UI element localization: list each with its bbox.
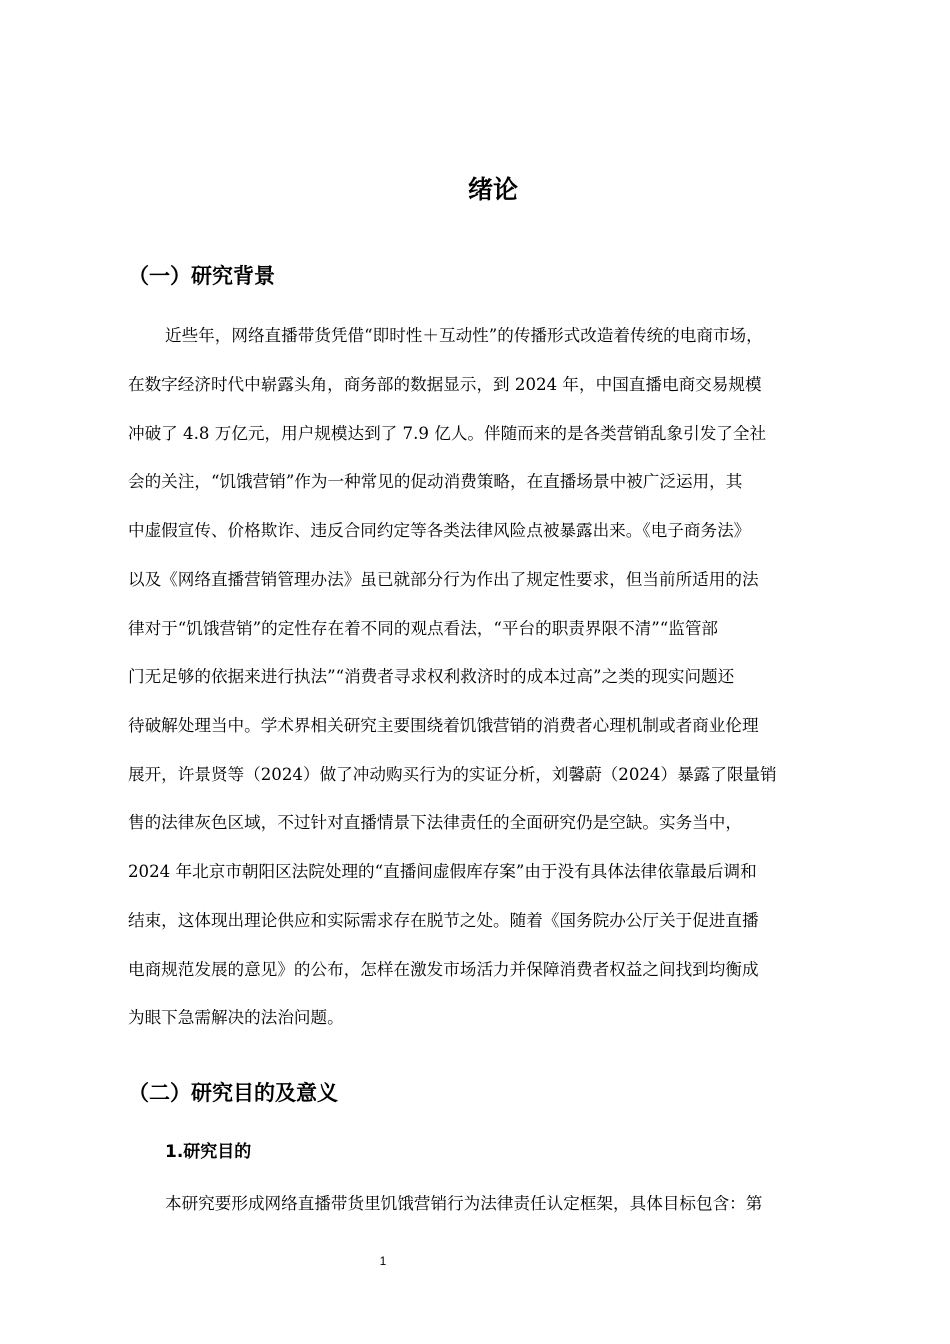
page-title: 绪论 bbox=[467, 175, 518, 204]
section-heading-purpose: （二）研究目的及意义 bbox=[128, 1081, 338, 1105]
paragraph-line: 2024 年北京市朝阳区法院处理的“直播间虚假库存案”由于没有具体法律依靠最后调和 bbox=[128, 862, 757, 881]
paragraph-line: 中虚假宣传、价格欺诈、违反合同约定等各类法律风险点被暴露出来。《电子商务法》 bbox=[128, 521, 751, 540]
paragraph-line: 门无足够的依据来进行执法”“消费者寻求权利救济时的成本过高”之类的现实问题还 bbox=[128, 667, 735, 686]
paragraph-line: 以及《网络直播营销管理办法》虽已就部分行为作出了规定性要求，但当前所适用的法 bbox=[128, 570, 759, 589]
subsection-heading-purpose: 1.研究目的 bbox=[165, 1142, 252, 1162]
paragraph-line: 售的法律灰色区域，不过针对直播情景下法律责任的全面研究仍是空缺。实务当中， bbox=[128, 813, 742, 832]
paragraph-line: 展开，许景贤等（2024）做了冲动购买行为的实证分析，刘馨蔚（2024）暴露了限量销 bbox=[128, 765, 777, 784]
paragraph-line: 近些年，网络直播带货凭借“即时性＋互动性”的传播形式改造着传统的电商市场， bbox=[165, 326, 763, 345]
paragraph-line: 本研究要形成网络直播带货里饥饿营销行为法律责任认定框架，具体目标包含：第 bbox=[165, 1194, 763, 1213]
paragraph-line: 冲破了 4.8 万亿元，用户规模达到了 7.9 亿人。伴随而来的是各类营销乱象引发了全社 bbox=[128, 424, 767, 443]
paragraph-line: 电商规范发展的意见》的公布，怎样在激发市场活力并保障消费者权益之间找到均衡成 bbox=[128, 960, 759, 979]
paragraph-line: 律对于“饥饿营销”的定性存在着不同的观点看法，“平台的职责界限不清”“监管部 bbox=[128, 619, 719, 638]
paragraph-line: 待破解处理当中。学术界相关研究主要围绕着饥饿营销的消费者心理机制或者商业伦理 bbox=[128, 716, 759, 735]
section-heading-background: （一）研究背景 bbox=[128, 264, 275, 288]
paragraph-line: 在数字经济时代中崭露头角，商务部的数据显示，到 2024 年，中国直播电商交易规模 bbox=[128, 375, 762, 394]
page-number: 1 bbox=[379, 1254, 387, 1268]
paragraph-line: 结束，这体现出理论供应和实际需求存在脱节之处。随着《国务院办公厅关于促进直播 bbox=[128, 911, 759, 930]
paragraph-line: 为眼下急需解决的法治问题。 bbox=[128, 1008, 344, 1027]
paragraph-line: 会的关注，“饥饿营销”作为一种常见的促动消费策略，在直播场景中被广泛运用，其 bbox=[128, 472, 743, 491]
